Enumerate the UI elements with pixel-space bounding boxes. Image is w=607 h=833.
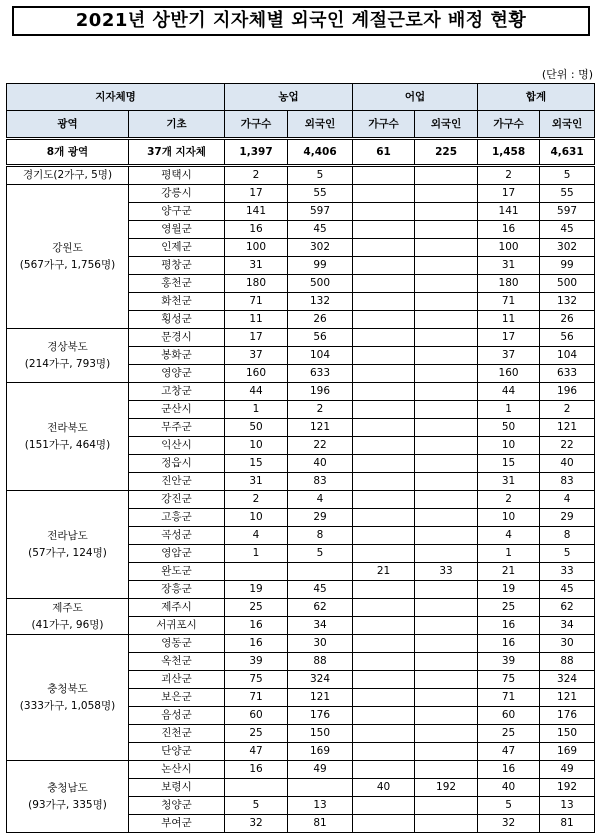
agri-households: 25 bbox=[225, 725, 288, 743]
city-name: 괴산군 bbox=[129, 671, 225, 689]
table-row bbox=[7, 166, 595, 185]
agri-households: 75 bbox=[225, 671, 288, 689]
sum-households: 2 bbox=[478, 491, 540, 509]
agri-foreigners: 302 bbox=[288, 239, 353, 257]
city-name: 영암군 bbox=[129, 545, 225, 563]
header-row-1 bbox=[7, 84, 595, 111]
fish-foreigners bbox=[415, 383, 478, 401]
fish-households bbox=[353, 581, 415, 599]
sum-foreigners: 45 bbox=[540, 581, 595, 599]
sum-foreigners: 81 bbox=[540, 815, 595, 833]
fish-foreigners bbox=[415, 545, 478, 563]
agri-households: 100 bbox=[225, 239, 288, 257]
sum-households: 16 bbox=[478, 221, 540, 239]
fish-households bbox=[353, 725, 415, 743]
sum-foreigners: 5 bbox=[540, 166, 595, 185]
sum-households: 37 bbox=[478, 347, 540, 365]
city-name: 진안군 bbox=[129, 473, 225, 491]
sum-households: 31 bbox=[478, 257, 540, 275]
sum-foreigners: 30 bbox=[540, 635, 595, 653]
city-name: 무주군 bbox=[129, 419, 225, 437]
agri-households bbox=[225, 779, 288, 797]
city-name: 장흥군 bbox=[129, 581, 225, 599]
fish-foreigners bbox=[415, 257, 478, 275]
agri-households: 37 bbox=[225, 347, 288, 365]
agri-households: 10 bbox=[225, 509, 288, 527]
city-name: 단양군 bbox=[129, 743, 225, 761]
total-fish-households: 61 bbox=[353, 139, 415, 166]
sum-households: 160 bbox=[478, 365, 540, 383]
sum-foreigners: 26 bbox=[540, 311, 595, 329]
sum-households: 25 bbox=[478, 599, 540, 617]
agri-foreigners: 30 bbox=[288, 635, 353, 653]
fish-households bbox=[353, 509, 415, 527]
sum-households: 25 bbox=[478, 725, 540, 743]
fish-foreigners bbox=[415, 689, 478, 707]
table-row bbox=[7, 185, 595, 203]
agri-households: 25 bbox=[225, 599, 288, 617]
sum-foreigners: 169 bbox=[540, 743, 595, 761]
agri-foreigners: 176 bbox=[288, 707, 353, 725]
agri-households: 39 bbox=[225, 653, 288, 671]
agri-households: 160 bbox=[225, 365, 288, 383]
sum-foreigners: 121 bbox=[540, 419, 595, 437]
city-name: 보령시 bbox=[129, 779, 225, 797]
sum-foreigners: 121 bbox=[540, 689, 595, 707]
sum-foreigners: 99 bbox=[540, 257, 595, 275]
sum-foreigners: 302 bbox=[540, 239, 595, 257]
fish-foreigners bbox=[415, 329, 478, 347]
fish-foreigners bbox=[415, 761, 478, 779]
fish-households bbox=[353, 221, 415, 239]
agri-households: 17 bbox=[225, 329, 288, 347]
fish-households bbox=[353, 203, 415, 221]
fish-foreigners bbox=[415, 239, 478, 257]
fish-foreigners bbox=[415, 707, 478, 725]
agri-foreigners: 22 bbox=[288, 437, 353, 455]
sum-households: 47 bbox=[478, 743, 540, 761]
sum-foreigners: 62 bbox=[540, 599, 595, 617]
agri-households: 1 bbox=[225, 545, 288, 563]
agri-foreigners: 45 bbox=[288, 221, 353, 239]
sum-households: 141 bbox=[478, 203, 540, 221]
fish-households bbox=[353, 329, 415, 347]
sum-foreigners: 8 bbox=[540, 527, 595, 545]
agri-foreigners: 83 bbox=[288, 473, 353, 491]
agri-households: 71 bbox=[225, 293, 288, 311]
fish-households: 40 bbox=[353, 779, 415, 797]
fish-foreigners bbox=[415, 743, 478, 761]
sum-foreigners: 33 bbox=[540, 563, 595, 581]
fish-foreigners bbox=[415, 527, 478, 545]
city-name: 고흥군 bbox=[129, 509, 225, 527]
sum-foreigners: 13 bbox=[540, 797, 595, 815]
agri-households: 15 bbox=[225, 455, 288, 473]
fish-foreigners bbox=[415, 275, 478, 293]
sum-households: 2 bbox=[478, 166, 540, 185]
agri-foreigners: 633 bbox=[288, 365, 353, 383]
city-name: 영양군 bbox=[129, 365, 225, 383]
sum-foreigners: 4 bbox=[540, 491, 595, 509]
total-fish-foreigners: 225 bbox=[415, 139, 478, 166]
fish-foreigners bbox=[415, 653, 478, 671]
sum-households: 44 bbox=[478, 383, 540, 401]
agri-households: 60 bbox=[225, 707, 288, 725]
agri-households: 16 bbox=[225, 761, 288, 779]
agri-foreigners: 45 bbox=[288, 581, 353, 599]
sum-foreigners: 150 bbox=[540, 725, 595, 743]
sum-households: 16 bbox=[478, 761, 540, 779]
fish-foreigners bbox=[415, 311, 478, 329]
fish-households bbox=[353, 419, 415, 437]
total-agri-households: 1,397 bbox=[225, 139, 288, 166]
region-name: 충청북도 (333가구, 1,058명) bbox=[7, 635, 129, 761]
agri-households: 2 bbox=[225, 491, 288, 509]
sum-households: 100 bbox=[478, 239, 540, 257]
sum-foreigners: 597 bbox=[540, 203, 595, 221]
city-name: 곡성군 bbox=[129, 527, 225, 545]
sum-households: 75 bbox=[478, 671, 540, 689]
sum-foreigners: 56 bbox=[540, 329, 595, 347]
sum-households: 15 bbox=[478, 455, 540, 473]
agri-foreigners: 99 bbox=[288, 257, 353, 275]
total-province: 8개 광역 bbox=[7, 139, 129, 166]
sum-foreigners: 22 bbox=[540, 437, 595, 455]
sum-households: 17 bbox=[478, 185, 540, 203]
fish-foreigners bbox=[415, 491, 478, 509]
region-name: 제주도 (41가구, 96명) bbox=[7, 599, 129, 635]
fish-foreigners bbox=[415, 185, 478, 203]
sum-households: 16 bbox=[478, 617, 540, 635]
agri-foreigners: 56 bbox=[288, 329, 353, 347]
fish-foreigners bbox=[415, 166, 478, 185]
sum-households: 21 bbox=[478, 563, 540, 581]
fish-foreigners bbox=[415, 581, 478, 599]
fish-households bbox=[353, 166, 415, 185]
city-name: 봉화군 bbox=[129, 347, 225, 365]
city-name: 옥천군 bbox=[129, 653, 225, 671]
fish-households bbox=[353, 239, 415, 257]
fish-foreigners bbox=[415, 617, 478, 635]
city-name: 익산시 bbox=[129, 437, 225, 455]
agri-foreigners: 132 bbox=[288, 293, 353, 311]
city-name: 평창군 bbox=[129, 257, 225, 275]
fish-foreigners bbox=[415, 599, 478, 617]
agri-foreigners: 169 bbox=[288, 743, 353, 761]
region-name: 전라북도 (151가구, 464명) bbox=[7, 383, 129, 491]
sum-households: 11 bbox=[478, 311, 540, 329]
agri-foreigners: 88 bbox=[288, 653, 353, 671]
agri-foreigners: 55 bbox=[288, 185, 353, 203]
fish-foreigners: 192 bbox=[415, 779, 478, 797]
sum-foreigners: 196 bbox=[540, 383, 595, 401]
sum-foreigners: 45 bbox=[540, 221, 595, 239]
fish-households bbox=[353, 365, 415, 383]
total-sum-households: 1,458 bbox=[478, 139, 540, 166]
fish-foreigners bbox=[415, 401, 478, 419]
fish-households bbox=[353, 635, 415, 653]
fish-households bbox=[353, 671, 415, 689]
table-row bbox=[7, 599, 595, 617]
table-row bbox=[7, 329, 595, 347]
agri-foreigners bbox=[288, 779, 353, 797]
sum-foreigners: 5 bbox=[540, 545, 595, 563]
sum-households: 17 bbox=[478, 329, 540, 347]
city-name: 논산시 bbox=[129, 761, 225, 779]
agri-households: 44 bbox=[225, 383, 288, 401]
sum-households: 40 bbox=[478, 779, 540, 797]
agri-households: 1 bbox=[225, 401, 288, 419]
fish-households bbox=[353, 743, 415, 761]
sum-households: 1 bbox=[478, 401, 540, 419]
agri-households: 71 bbox=[225, 689, 288, 707]
agri-foreigners: 4 bbox=[288, 491, 353, 509]
agri-foreigners: 5 bbox=[288, 545, 353, 563]
sum-foreigners: 104 bbox=[540, 347, 595, 365]
sum-households: 180 bbox=[478, 275, 540, 293]
fish-households bbox=[353, 527, 415, 545]
table-row bbox=[7, 635, 595, 653]
fish-households bbox=[353, 491, 415, 509]
agri-foreigners: 121 bbox=[288, 689, 353, 707]
sum-households: 5 bbox=[478, 797, 540, 815]
fish-households bbox=[353, 185, 415, 203]
sum-households: 4 bbox=[478, 527, 540, 545]
total-sum-foreigners: 4,631 bbox=[540, 139, 595, 166]
fish-foreigners bbox=[415, 347, 478, 365]
city-name: 서귀포시 bbox=[129, 617, 225, 635]
fish-foreigners bbox=[415, 797, 478, 815]
page-title: 2021년 상반기 지자체별 외국인 계절근로자 배정 현황 bbox=[12, 6, 590, 36]
header-city: 기초 bbox=[129, 111, 225, 139]
agri-households: 17 bbox=[225, 185, 288, 203]
sum-households: 50 bbox=[478, 419, 540, 437]
fish-households bbox=[353, 401, 415, 419]
total-row bbox=[7, 139, 595, 166]
fish-foreigners bbox=[415, 365, 478, 383]
city-name: 화천군 bbox=[129, 293, 225, 311]
agri-foreigners: 13 bbox=[288, 797, 353, 815]
sum-foreigners: 34 bbox=[540, 617, 595, 635]
header-agri-households: 가구수 bbox=[225, 111, 288, 139]
city-name: 청양군 bbox=[129, 797, 225, 815]
agri-foreigners: 5 bbox=[288, 166, 353, 185]
fish-households bbox=[353, 473, 415, 491]
fish-foreigners bbox=[415, 419, 478, 437]
fish-households bbox=[353, 689, 415, 707]
fish-households bbox=[353, 599, 415, 617]
sum-foreigners: 55 bbox=[540, 185, 595, 203]
sum-households: 39 bbox=[478, 653, 540, 671]
fish-foreigners: 33 bbox=[415, 563, 478, 581]
fish-foreigners bbox=[415, 671, 478, 689]
agri-foreigners: 8 bbox=[288, 527, 353, 545]
fish-households bbox=[353, 455, 415, 473]
sum-households: 31 bbox=[478, 473, 540, 491]
header-sum-households: 가구수 bbox=[478, 111, 540, 139]
agri-households bbox=[225, 563, 288, 581]
header-group-name: 지자체명 bbox=[7, 84, 225, 111]
agri-households: 19 bbox=[225, 581, 288, 599]
agri-foreigners: 2 bbox=[288, 401, 353, 419]
city-name: 음성군 bbox=[129, 707, 225, 725]
sum-households: 19 bbox=[478, 581, 540, 599]
header-province: 광역 bbox=[7, 111, 129, 139]
fish-foreigners bbox=[415, 473, 478, 491]
fish-households bbox=[353, 275, 415, 293]
fish-households bbox=[353, 437, 415, 455]
sum-households: 32 bbox=[478, 815, 540, 833]
header-row-2 bbox=[7, 111, 595, 139]
fish-foreigners bbox=[415, 221, 478, 239]
fish-households bbox=[353, 653, 415, 671]
city-name: 완도군 bbox=[129, 563, 225, 581]
region-name: 경기도(2가구, 5명) bbox=[7, 166, 129, 185]
agri-households: 180 bbox=[225, 275, 288, 293]
agri-foreigners: 500 bbox=[288, 275, 353, 293]
fish-foreigners bbox=[415, 635, 478, 653]
fish-households bbox=[353, 293, 415, 311]
sum-foreigners: 49 bbox=[540, 761, 595, 779]
header-fish-households: 가구수 bbox=[353, 111, 415, 139]
agri-foreigners: 26 bbox=[288, 311, 353, 329]
city-name: 제주시 bbox=[129, 599, 225, 617]
sum-foreigners: 500 bbox=[540, 275, 595, 293]
sum-foreigners: 29 bbox=[540, 509, 595, 527]
region-name: 강원도 (567가구, 1,756명) bbox=[7, 185, 129, 329]
city-name: 영월군 bbox=[129, 221, 225, 239]
city-name: 부여군 bbox=[129, 815, 225, 833]
city-name: 강진군 bbox=[129, 491, 225, 509]
agri-households: 16 bbox=[225, 617, 288, 635]
agri-foreigners: 29 bbox=[288, 509, 353, 527]
city-name: 보은군 bbox=[129, 689, 225, 707]
fish-foreigners bbox=[415, 455, 478, 473]
sum-foreigners: 2 bbox=[540, 401, 595, 419]
sum-households: 71 bbox=[478, 689, 540, 707]
agri-foreigners: 597 bbox=[288, 203, 353, 221]
city-name: 진천군 bbox=[129, 725, 225, 743]
city-name: 평택시 bbox=[129, 166, 225, 185]
agri-households: 2 bbox=[225, 166, 288, 185]
fish-foreigners bbox=[415, 725, 478, 743]
unit-label: (단위 : 명) bbox=[541, 68, 593, 81]
agri-foreigners: 34 bbox=[288, 617, 353, 635]
agri-foreigners: 62 bbox=[288, 599, 353, 617]
agri-households: 32 bbox=[225, 815, 288, 833]
city-name: 인제군 bbox=[129, 239, 225, 257]
fish-households bbox=[353, 797, 415, 815]
agri-households: 11 bbox=[225, 311, 288, 329]
fish-households: 21 bbox=[353, 563, 415, 581]
city-name: 강릉시 bbox=[129, 185, 225, 203]
sum-households: 10 bbox=[478, 437, 540, 455]
fish-households bbox=[353, 545, 415, 563]
header-agri: 농업 bbox=[225, 84, 353, 111]
agri-foreigners: 40 bbox=[288, 455, 353, 473]
fish-foreigners bbox=[415, 293, 478, 311]
total-city: 37개 지자체 bbox=[129, 139, 225, 166]
fish-households bbox=[353, 761, 415, 779]
sum-households: 1 bbox=[478, 545, 540, 563]
sum-foreigners: 633 bbox=[540, 365, 595, 383]
sum-foreigners: 132 bbox=[540, 293, 595, 311]
sum-foreigners: 176 bbox=[540, 707, 595, 725]
city-name: 홍천군 bbox=[129, 275, 225, 293]
sum-foreigners: 324 bbox=[540, 671, 595, 689]
fish-households bbox=[353, 707, 415, 725]
agri-households: 5 bbox=[225, 797, 288, 815]
agri-foreigners: 196 bbox=[288, 383, 353, 401]
header-total: 합계 bbox=[478, 84, 595, 111]
sum-households: 71 bbox=[478, 293, 540, 311]
agri-households: 16 bbox=[225, 635, 288, 653]
sum-foreigners: 83 bbox=[540, 473, 595, 491]
sum-foreigners: 88 bbox=[540, 653, 595, 671]
agri-households: 4 bbox=[225, 527, 288, 545]
agri-households: 31 bbox=[225, 257, 288, 275]
fish-households bbox=[353, 311, 415, 329]
agri-foreigners: 104 bbox=[288, 347, 353, 365]
fish-households bbox=[353, 257, 415, 275]
total-agri-foreigners: 4,406 bbox=[288, 139, 353, 166]
allocation-table bbox=[6, 83, 595, 833]
fish-foreigners bbox=[415, 203, 478, 221]
table-row bbox=[7, 491, 595, 509]
agri-foreigners: 49 bbox=[288, 761, 353, 779]
city-name: 양구군 bbox=[129, 203, 225, 221]
agri-households: 31 bbox=[225, 473, 288, 491]
agri-foreigners: 121 bbox=[288, 419, 353, 437]
header-sum-foreigners: 외국인 bbox=[540, 111, 595, 139]
sum-households: 10 bbox=[478, 509, 540, 527]
agri-households: 10 bbox=[225, 437, 288, 455]
table-row bbox=[7, 761, 595, 779]
fish-households bbox=[353, 617, 415, 635]
city-name: 정읍시 bbox=[129, 455, 225, 473]
fish-foreigners bbox=[415, 509, 478, 527]
city-name: 군산시 bbox=[129, 401, 225, 419]
agri-foreigners: 324 bbox=[288, 671, 353, 689]
city-name: 문경시 bbox=[129, 329, 225, 347]
region-name: 경상북도 (214가구, 793명) bbox=[7, 329, 129, 383]
sum-households: 60 bbox=[478, 707, 540, 725]
header-fish-foreigners: 외국인 bbox=[415, 111, 478, 139]
sum-foreigners: 40 bbox=[540, 455, 595, 473]
header-fish: 어업 bbox=[353, 84, 478, 111]
fish-households bbox=[353, 347, 415, 365]
header-agri-foreigners: 외국인 bbox=[288, 111, 353, 139]
agri-foreigners bbox=[288, 563, 353, 581]
agri-households: 16 bbox=[225, 221, 288, 239]
city-name: 고창군 bbox=[129, 383, 225, 401]
city-name: 영동군 bbox=[129, 635, 225, 653]
agri-foreigners: 150 bbox=[288, 725, 353, 743]
region-name: 전라남도 (57가구, 124명) bbox=[7, 491, 129, 599]
fish-households bbox=[353, 383, 415, 401]
table-row bbox=[7, 383, 595, 401]
fish-foreigners bbox=[415, 437, 478, 455]
agri-households: 141 bbox=[225, 203, 288, 221]
agri-households: 50 bbox=[225, 419, 288, 437]
agri-households: 47 bbox=[225, 743, 288, 761]
sum-foreigners: 192 bbox=[540, 779, 595, 797]
city-name: 횡성군 bbox=[129, 311, 225, 329]
region-name: 충청남도 (93가구, 335명) bbox=[7, 761, 129, 833]
sum-households: 16 bbox=[478, 635, 540, 653]
agri-foreigners: 81 bbox=[288, 815, 353, 833]
